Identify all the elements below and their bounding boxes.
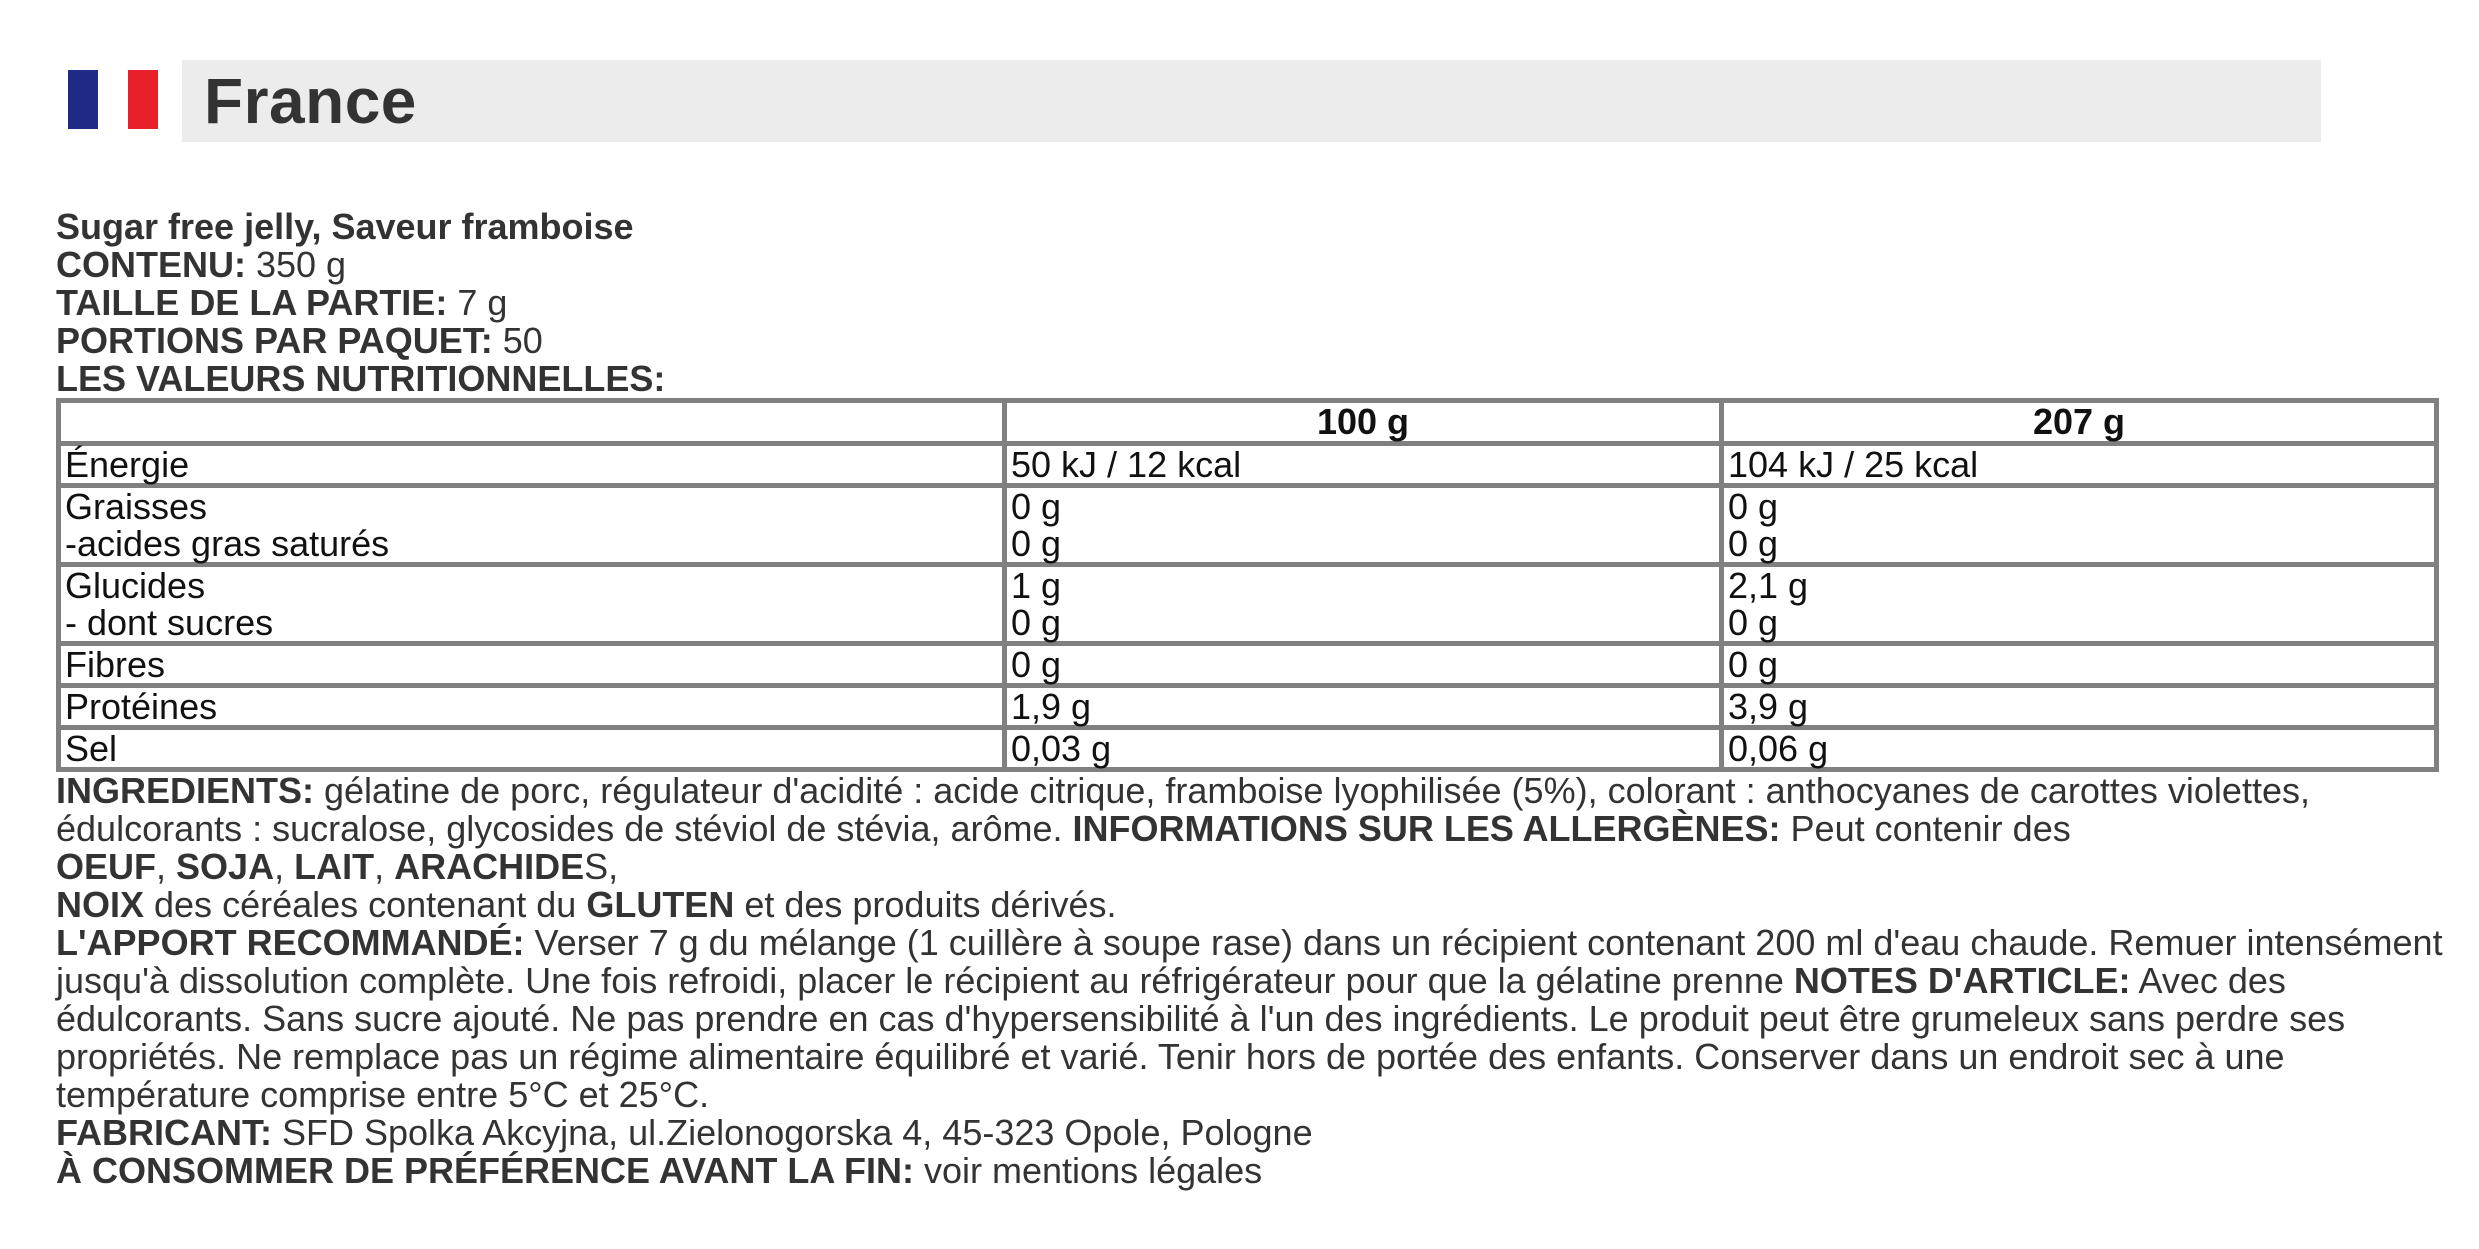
product-label-content [56,208,2456,1190]
value-207g: 2,1 g [1728,565,1809,606]
portions-value: 50 [492,320,543,361]
value-100g-cell [1005,565,1722,644]
manufacturer-text: SFD Spolka Akcyjna, ul.Zielonogorska 4, 45-323 Opole, Pologne [271,1112,1313,1153]
best-before-line [56,1152,2456,1190]
allergen-oeuf: OEUF [56,846,157,887]
manufacturer-label: FABRICANT: [56,1112,272,1153]
allergen-tail: S, [584,846,619,887]
nutrient-name: Énergie [59,444,1005,486]
allergens-noix-line [56,886,2456,924]
allergen-separator: , [374,846,395,887]
allergens-text: Peut contenir des [1780,808,2071,849]
best-before-text: voir mentions légales [914,1150,1263,1191]
value-207g: 3,9 g [1722,686,2437,728]
sub-value-100g: 0 g [1011,602,1062,643]
value-207g: 0,06 g [1722,728,2437,770]
nutrient-name: Fibres [59,644,1005,686]
value-207g: 104 kJ / 25 kcal [1722,444,2437,486]
nutrient-cell [59,565,1005,644]
content-value: 350 g [245,244,347,285]
nutrient-name: Protéines [59,686,1005,728]
serving-value: 7 g [447,282,508,323]
nutrient-name: Sel [59,728,1005,770]
table-row [59,444,2437,486]
allergen-noix: NOIX [56,884,145,925]
value-100g-cell [1005,486,1722,565]
value-207g: 0 g [1728,486,1779,527]
nutrient-cell [59,486,1005,565]
allergens-list [56,848,2456,886]
notes-text: Avec des édulcorants. Sans sucre ajouté. Ne pas prendre en cas d'hypersensibilité à l'un des ingrédients. Le produit peut être grumeleux sans perdre ses propriétés. Ne remplace pas un régime alimentaire équilibré et varié. Tenir hors de portée des enfants. Conserver dans un endroit sec à une température comprise entre 5°C et 25°C. [56,960,2346,1115]
header-nutrient [59,401,1005,444]
manufacturer-line [56,1114,2456,1152]
content-label: CONTENU: [56,244,246,285]
allergen-soja: SOJA [176,846,275,887]
nutrition-header-row [59,401,2437,444]
country-title-bar [182,60,2321,142]
allergen-arachide: ARACHIDE [394,846,585,887]
allergen-separator: , [274,846,295,887]
allergen-lait: LAIT [294,846,375,887]
allergen-gluten: GLUTEN [586,884,735,925]
serving-line [56,284,2456,322]
portions-line [56,322,2456,360]
nutrition-heading: LES VALEURS NUTRITIONNELLES: [56,358,666,399]
table-row [59,565,2437,644]
nutrition-table [56,398,2439,772]
sub-nutrient-name: - dont sucres [65,602,274,643]
table-row [59,486,2437,565]
country-title: France [204,65,417,137]
header-per-207g: 207 g [1722,401,2437,444]
recommended-text: Verser 7 g du mélange (1 cuillère à soupe rase) dans un récipient contenant 200 ml d'eau chaude. Remuer intensément jusqu'à dissolution complète. Une fois refroidi, placer le récipient au réfrigérateur pour que la gélatine prenne [56,922,2443,1001]
product-name: Sugar free jelly, Saveur framboise [56,206,634,247]
flag-stripe-red [128,70,158,129]
notes-label: NOTES D'ARTICLE: [1793,960,2131,1001]
value-100g: 1,9 g [1005,686,1722,728]
sub-value-100g: 0 g [1011,523,1062,564]
flag-stripe-blue [68,70,98,129]
best-before-label: À CONSOMMER DE PRÉFÉRENCE AVANT LA FIN: [56,1150,915,1191]
recommended-label: L'APPORT RECOMMANDÉ: [56,922,525,963]
nutrient-name: Glucides [65,565,206,606]
value-100g: 0 g [1005,644,1722,686]
table-row [59,644,2437,686]
value-207g-cell [1722,565,2437,644]
table-row [59,686,2437,728]
value-100g: 50 kJ / 12 kcal [1005,444,1722,486]
sub-nutrient-name: -acides gras saturés [65,523,390,564]
value-100g: 0 g [1011,486,1062,527]
gluten-text: et des produits dérivés. [734,884,1117,925]
sub-value-207g: 0 g [1728,523,1779,564]
france-flag-icon [68,70,158,129]
value-207g: 0 g [1722,644,2437,686]
allergen-separator: , [156,846,177,887]
noix-text: des céréales contenant du [144,884,587,925]
ingredients-label: INGREDIENTS: [56,770,315,811]
sub-value-207g: 0 g [1728,602,1779,643]
recommended-paragraph [56,924,2456,1114]
allergens-label: INFORMATIONS SUR LES ALLERGÈNES: [1072,808,1781,849]
flag-stripe-white [98,70,128,129]
value-207g-cell [1722,486,2437,565]
nutrient-name: Graisses [65,486,208,527]
ingredients-paragraph [56,772,2456,848]
portions-label: PORTIONS PAR PAQUET: [56,320,493,361]
header-per-100g: 100 g [1005,401,1722,444]
ingredients-text: gélatine de porc, régulateur d'acidité : acide citrique, framboise lyophilisée (5%), colorant : anthocyanes de carottes violettes, édulcorants : sucralose, glycosides de stéviol de stévia, arôme. [56,770,2310,849]
table-row [59,728,2437,770]
serving-label: TAILLE DE LA PARTIE: [56,282,448,323]
content-line [56,246,2456,284]
value-100g: 1 g [1011,565,1062,606]
value-100g: 0,03 g [1005,728,1722,770]
